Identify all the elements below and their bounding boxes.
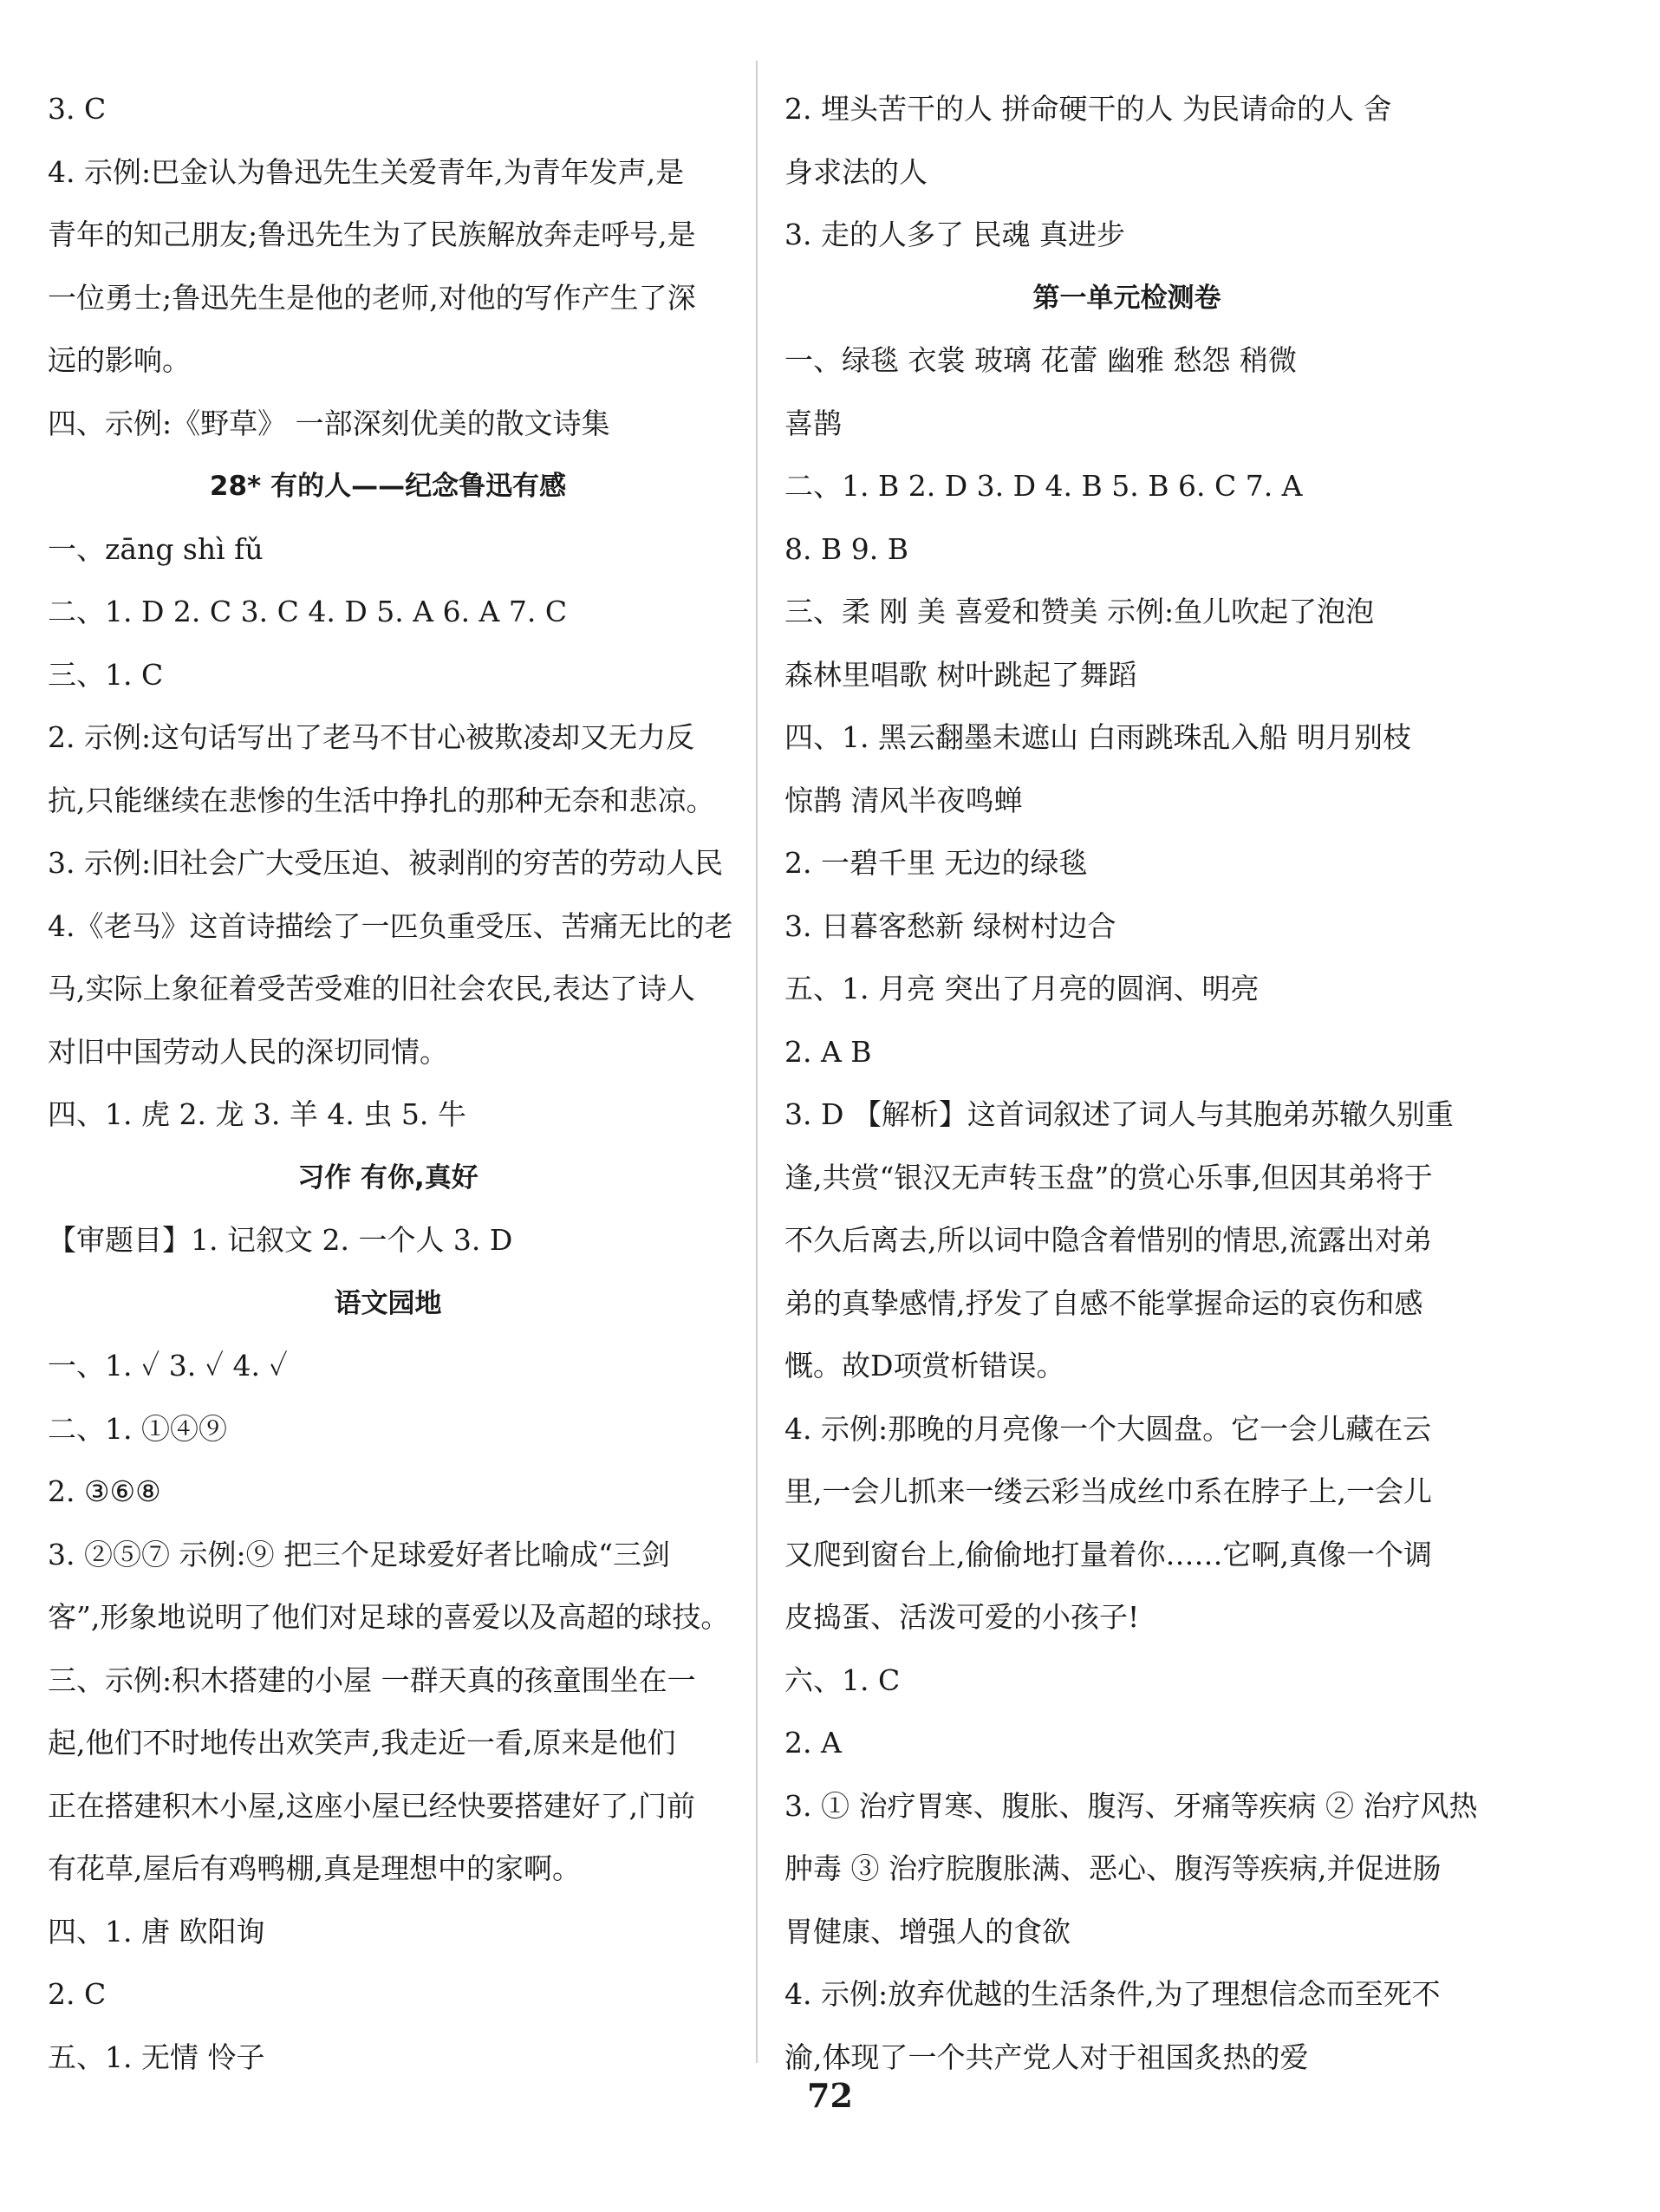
answer-line: 马,实际上象征着受苦受难的旧社会农民,表达了诗人 <box>48 972 695 1005</box>
answer-line: 远的影响。 <box>48 343 191 377</box>
answer-line: 3. D 【解析】这首词叙述了词人与其胞弟苏辙久别重 <box>784 1097 1454 1131</box>
answer-line: 2. A B <box>784 1034 872 1069</box>
column-divider <box>756 61 758 2063</box>
right-column <box>784 78 1478 2089</box>
answer-line: 一、1. ✓ 3. ✓ 4. ✓ <box>48 1349 288 1382</box>
answer-line: 3. ②⑤⑦ 示例:⑨ 把三个足球爱好者比喻成“三剑 <box>48 1537 670 1571</box>
answer-line: 2. 示例:这句话写出了老马不甘心被欺凌却又无力反 <box>48 720 695 754</box>
answer-line: 里,一会儿抓来一缕云彩当成丝巾系在脖子上,一会儿 <box>784 1474 1432 1508</box>
answer-line: 三、柔 刚 美 喜爱和赞美 示例:鱼儿吹起了泡泡 <box>784 595 1375 628</box>
answer-line: 抗,只能继续在悲惨的生活中挣扎的那种无奈和悲凉。 <box>48 783 715 817</box>
answer-line: 2. ③⑥⑧ <box>48 1474 161 1508</box>
answer-line: 【审题目】1. 记叙文 2. 一个人 3. D <box>48 1223 513 1257</box>
answer-line: 客”,形象地说明了他们对足球的喜爱以及高超的球技。 <box>48 1600 730 1634</box>
answer-line: 不久后离去,所以词中隐含着惜别的情思,流露出对弟 <box>784 1223 1432 1257</box>
answer-line: 2. A <box>784 1726 842 1760</box>
answer-line: 三、1. C <box>48 657 164 692</box>
answer-line: 胃健康、增强人的食欲 <box>784 1914 1071 1949</box>
answer-line: 3. 示例:旧社会广大受压迫、被剥削的穷苦的劳动人民 <box>48 846 724 880</box>
answer-line: 二、1. B 2. D 3. D 4. B 5. B 6. C 7. A <box>784 469 1303 503</box>
answer-line: 4.《老马》这首诗描绘了一匹负重受压、苦痛无比的老 <box>48 908 733 943</box>
answer-line: 五、1. 月亮 突出了月亮的圆润、明亮 <box>784 972 1260 1005</box>
answer-line: 8. B 9. B <box>784 531 908 566</box>
answer-line: 皮捣蛋、活泼可爱的小孩子! <box>784 1600 1140 1634</box>
answer-line: 二、1. D 2. C 3. C 4. D 5. A 6. A 7. C <box>48 595 568 628</box>
answer-line: 4. 示例:那晚的月亮像一个大圆盘。它一会儿藏在云 <box>784 1411 1432 1446</box>
answer-line: 2. 埋头苦干的人 拼命硬干的人 为民请命的人 舍 <box>784 92 1392 126</box>
answer-line: 3. C <box>48 92 107 126</box>
answer-line: 四、1. 虎 2. 龙 3. 羊 4. 虫 5. 牛 <box>48 1097 466 1131</box>
answer-line: 对旧中国劳动人民的深切同情。 <box>48 1034 448 1069</box>
answer-line: 二、1. ①④⑨ <box>48 1411 227 1446</box>
answer-line: 3. ① 治疗胃寒、腹胀、腹泻、牙痛等疾病 ② 治疗风热 <box>784 1788 1478 1823</box>
section-title: 语文园地 <box>334 1287 442 1319</box>
answer-line: 2. 一碧千里 无边的绿毯 <box>784 846 1088 880</box>
left-column <box>48 78 733 2089</box>
answer-line: 喜鹊 <box>784 406 842 440</box>
page-number: 72 <box>807 2076 853 2115</box>
answer-line: 一、绿毯 衣裳 玻璃 花蕾 幽雅 愁怨 稍微 <box>784 343 1297 377</box>
answer-line: 一位勇士;鲁迅先生是他的老师,对他的写作产生了深 <box>48 280 696 315</box>
answer-line: 又爬到窗台上,偷偷地打量着你……它啊,真像一个调 <box>784 1537 1432 1571</box>
answer-line: 3. 日暮客愁新 绿树村边合 <box>784 908 1116 943</box>
answer-line: 一、zāng shì fǔ <box>48 531 264 566</box>
answer-line: 身求法的人 <box>784 154 928 189</box>
section-title: 第一单元检测卷 <box>1032 282 1221 314</box>
answer-line: 惊鹊 清风半夜鸣蝉 <box>784 783 1023 817</box>
answer-line: 渝,体现了一个共产党人对于祖国炙热的爱 <box>784 2040 1309 2074</box>
answer-line: 正在搭建积木小屋,这座小屋已经快要搭建好了,门前 <box>48 1788 695 1823</box>
answer-line: 慨。故D项赏析错误。 <box>784 1349 1065 1382</box>
answer-line: 有花草,屋后有鸡鸭棚,真是理想中的家啊。 <box>48 1851 581 1885</box>
section-title: 28* 有的人——纪念鲁迅有感 <box>209 471 567 502</box>
section-title: 习作 有你,真好 <box>297 1161 478 1194</box>
answer-line: 2. C <box>48 1977 107 2011</box>
answer-line: 4. 示例:巴金认为鲁迅先生关爱青年,为青年发声,是 <box>48 154 685 189</box>
answer-line: 四、示例:《野草》 一部深刻优美的散文诗集 <box>48 406 610 440</box>
answer-line: 四、1. 黑云翻墨未遮山 白雨跳珠乱入船 明月别枝 <box>784 720 1411 754</box>
answer-line: 森林里唱歌 树叶跳起了舞蹈 <box>784 657 1137 692</box>
answer-line: 四、1. 唐 欧阳询 <box>48 1914 265 1949</box>
answer-line: 六、1. C <box>784 1662 901 1697</box>
answer-line: 肿毒 ③ 治疗脘腹胀满、恶心、腹泻等疾病,并促进肠 <box>784 1851 1442 1885</box>
answer-line: 逢,共赏“银汉无声转玉盘”的赏心乐事,但因其弟将于 <box>784 1160 1433 1194</box>
answer-line: 青年的知己朋友;鲁迅先生为了民族解放奔走呼号,是 <box>48 218 696 251</box>
answer-line: 4. 示例:放弃优越的生活条件,为了理想信念而至死不 <box>784 1977 1441 2011</box>
answer-line: 五、1. 无情 怜子 <box>48 2040 265 2074</box>
answer-line: 弟的真挚感情,抒发了自感不能掌握命运的哀伤和感 <box>784 1285 1423 1320</box>
answer-line: 三、示例:积木搭建的小屋 一群天真的孩童围坐在一 <box>48 1662 696 1697</box>
answer-line: 3. 走的人多了 民魂 真进步 <box>784 218 1125 251</box>
answer-line: 起,他们不时地传出欢笑声,我走近一看,原来是他们 <box>48 1726 676 1760</box>
